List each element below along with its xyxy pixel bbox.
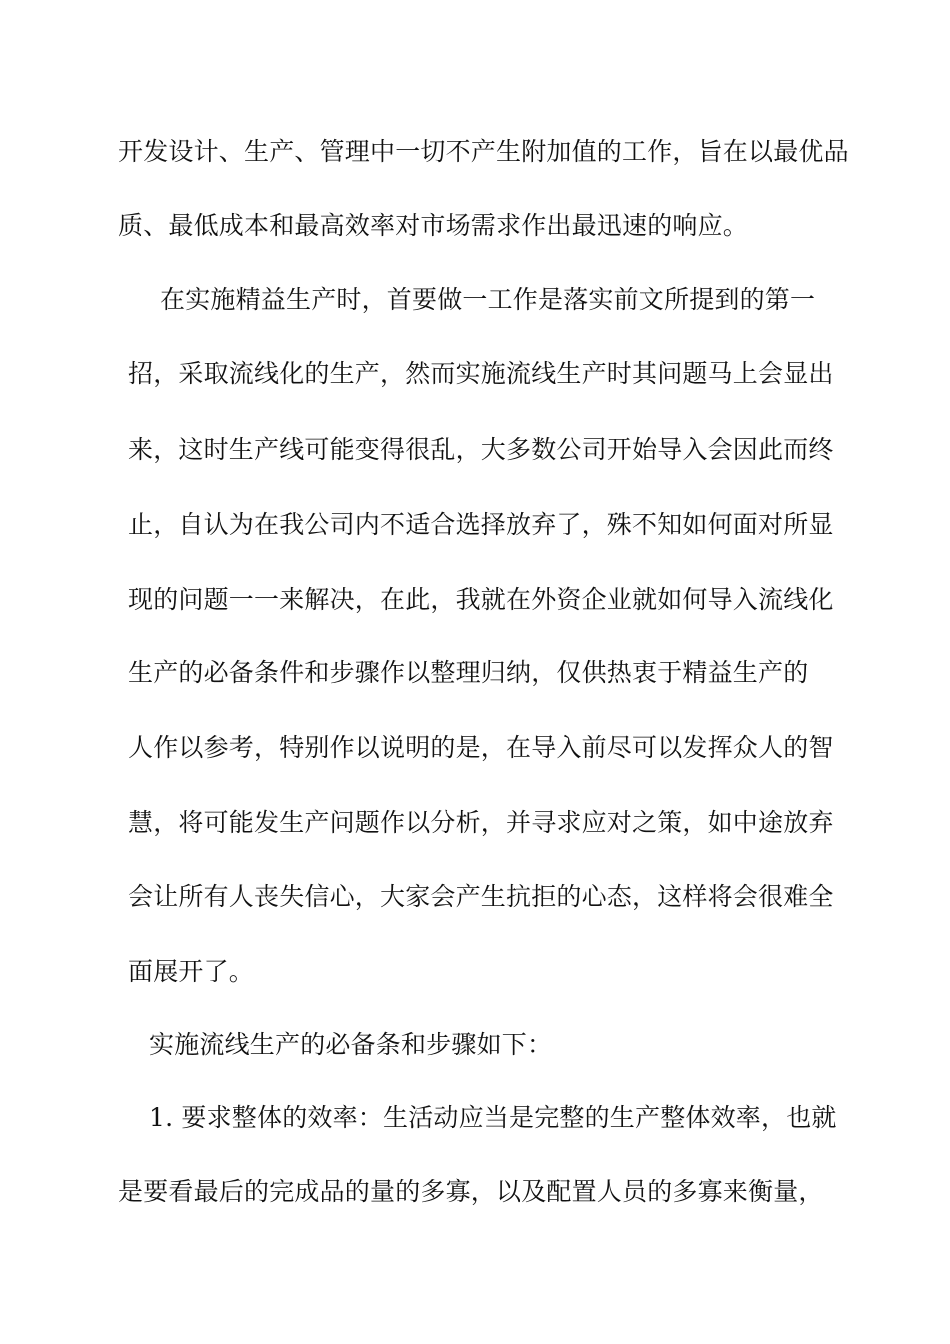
paragraph-line: 止，自认为在我公司内不适合选择放弃了，殊不知如何面对所显 (128, 510, 834, 539)
section-heading: 实施流线生产的必备条和步骤如下： (149, 1030, 553, 1059)
list-item-line: 是要看最后的完成品的量的多寡，以及配置人员的多寡来衡量， (118, 1177, 824, 1206)
paragraph-line: 来，这时生产线可能变得很乱，大多数公司开始导入会因此而终 (128, 435, 834, 464)
paragraph-line: 开发设计、生产、管理中一切不产生附加值的工作，旨在以最优品 (118, 137, 849, 166)
paragraph-line: 会让所有人丧失信心，大家会产生抗拒的心态，这样将会很难全 (128, 882, 834, 911)
list-item-line: 1. 要求整体的效率：生活动应当是完整的生产整体效率，也就 (149, 1103, 837, 1132)
paragraph-line: 生产的必备条件和步骤作以整理归纳，仅供热衷于精益生产的 (128, 658, 809, 687)
paragraph-line: 在实施精益生产时，首要做一工作是落实前文所提到的第一 (160, 285, 816, 314)
paragraph-line: 面展开了。 (128, 957, 255, 986)
paragraph-line: 慧，将可能发生产问题作以分析，并寻求应对之策，如中途放弃 (128, 808, 834, 837)
paragraph-line: 现的问题一一来解决，在此，我就在外资企业就如何导入流线化 (128, 585, 834, 614)
paragraph-line: 人作以参考，特别作以说明的是，在导入前尽可以发挥众人的智 (128, 733, 834, 762)
paragraph-line: 质、最低成本和最高效率对市场需求作出最迅速的响应。 (118, 211, 749, 240)
paragraph-line: 招，采取流线化的生产，然而实施流线生产时其问题马上会显出 (128, 359, 834, 388)
